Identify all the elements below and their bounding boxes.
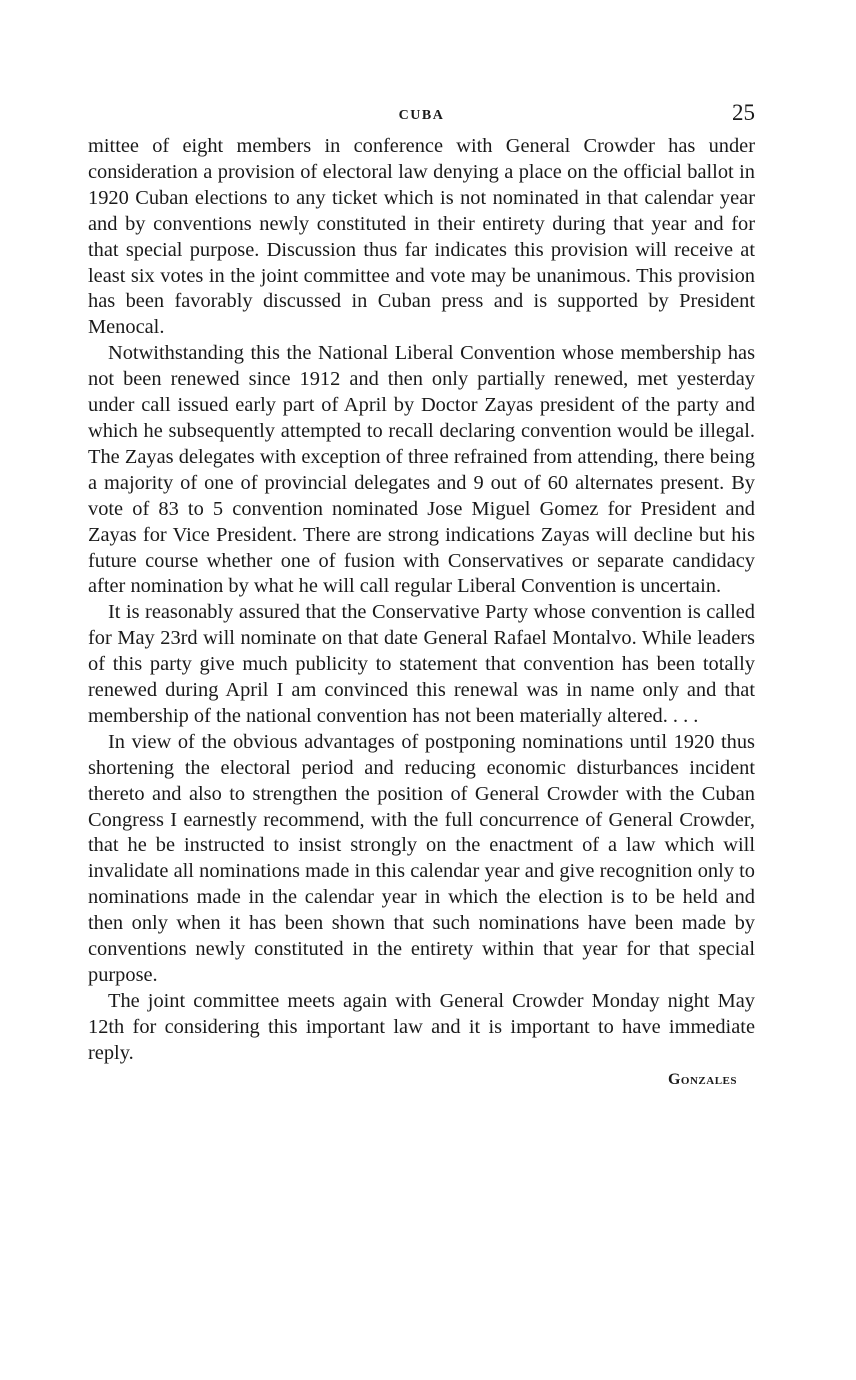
paragraph-conservative-party: It is reasonably assured that the Conservative Party whose convention is called for May 23rd will nominate on that date General Rafael Montalvo. While leaders of this party give much publicity to statement that convention has been totally renewed during April I am convinced this renewal was in name only and that membership of the national convention has not been materially altered. . . .: [88, 601, 755, 727]
running-head: CUBA: [398, 108, 445, 123]
paragraph-joint-committee: The joint committee meets again with General Crowder Monday night May 12th for considering this important law and it is important to have immediate reply.: [88, 989, 755, 1064]
page-number: 25: [732, 100, 755, 125]
paragraph-liberal-convention: Notwithstanding this the National Liberal Convention whose membership has not been renewed since 1912 and then only partially renewed, met yesterday under call issued early part of April by Doctor Zayas president of the party and which he subsequently attempted to recall declaring convention would be illegal. The Zayas delegates with exception of three refrained from attending, there being a majority of one of provincial delegates and 9 out of 60 alternates present. By vote of 83 to 5 convention nominated Jose Miguel Gomez for President and Zayas for Vice President. There are strong indications Zayas will decline but his future course whether one of fusion with Conservatives or separate candidacy after nomination by what he will call regular Liberal Convention is uncertain.: [88, 342, 755, 598]
signature: Gonzales: [667, 1070, 737, 1088]
page-header: [88, 100, 755, 134]
paragraph-recommendation: In view of the obvious advantages of postponing nominations until 1920 thus shortening the electoral period and reducing economic disturbances incident thereto and also to strengthen the position of General Crowder with the Cuban Congress I earnestly recommend, with the full concurrence of General Crowder, that he be instructed to insist strongly on the enactment of a law which will invalidate all nominations made in this calendar year and give recognition only to nominations made in the calendar year in which the election is to be held and then only when it has been shown that such nominations have been made by conventions newly constituted in the entirety within that year for that special purpose.: [88, 730, 755, 986]
document-page: [88, 100, 755, 1089]
paragraph-continuation: mittee of eight members in conference with General Crowder has under consideration a provision of electoral law denying a place on the official ballot in 1920 Cuban elections to any ticket which is not nominated in that calendar year and by conventions newly constituted in their entirety during that year and for that special purpose. Discussion thus far indicates this provision will receive at least six votes in the joint committee and vote may be unanimous. This provision has been favorably discussed in Cuban press and is supported by President Menocal.: [88, 135, 755, 339]
